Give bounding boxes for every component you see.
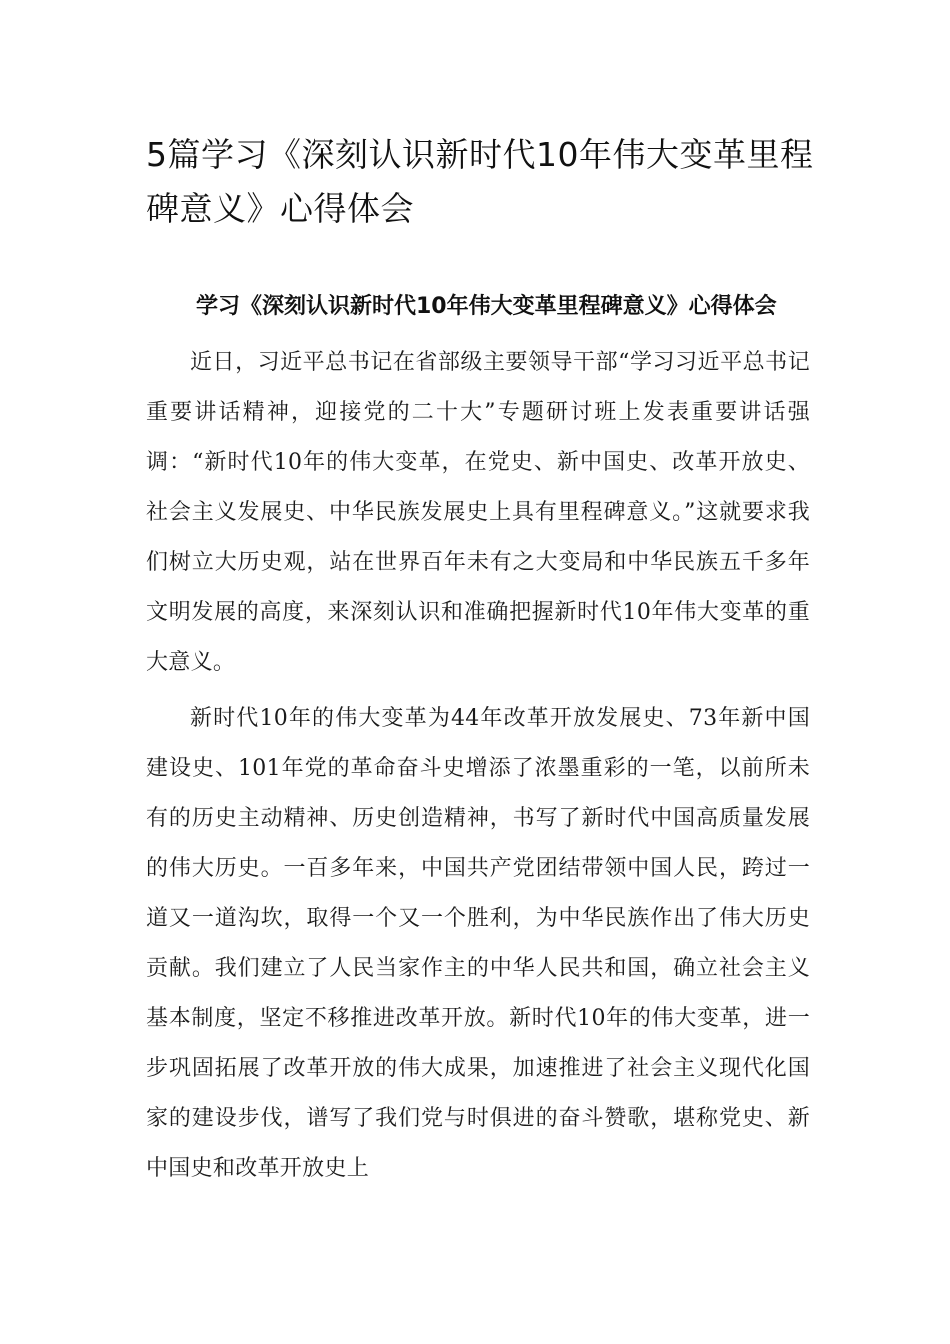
paragraph-1: 近日，习近平总书记在省部级主要领导干部“学习习近平总书记重要讲话精神，迎接党的二十大”专题研讨班上发表重要讲话强调：“新时代10年的伟大变革，在党史、新中国史、改革开放史、社会主义发展史、中华民族发展史上具有里程碑意义。”这就要求我们树立大历史观，站在世界百年未有之大变局和中华民族五千多年文明发展的高度，来深刻认识和准确把握新时代10年伟大变革的重大意义。 — [146, 350, 810, 675]
document-body — [146, 286, 810, 1194]
section-subtitle: 学习《深刻认识新时代10年伟大变革里程碑意义》心得体会 — [196, 294, 777, 319]
paragraph-2: 新时代10年的伟大变革为44年改革开放发展史、73年新中国建设史、101年党的革命奋斗史增添了浓墨重彩的一笔，以前所未有的历史主动精神、历史创造精神，书写了新时代中国高质量发展的伟大历史。一百多年来，中国共产党团结带领中国人民，跨过一道又一道沟坎，取得一个又一个胜利，为中华民族作出了伟大历史贡献。我们建立了人民当家作主的中华人民共和国，确立社会主义基本制度，坚定不移推进改革开放。新时代10年的伟大变革，进一步巩固拓展了改革开放的伟大成果，加速推进了社会主义现代化国家的建设步伐，谱写了我们党与时俱进的奋斗赞歌，堪称党史、新中国史和改革开放史上 — [146, 706, 810, 1181]
document-title: 5篇学习《深刻认识新时代10年伟大变革里程碑意义》心得体会 — [146, 135, 814, 228]
